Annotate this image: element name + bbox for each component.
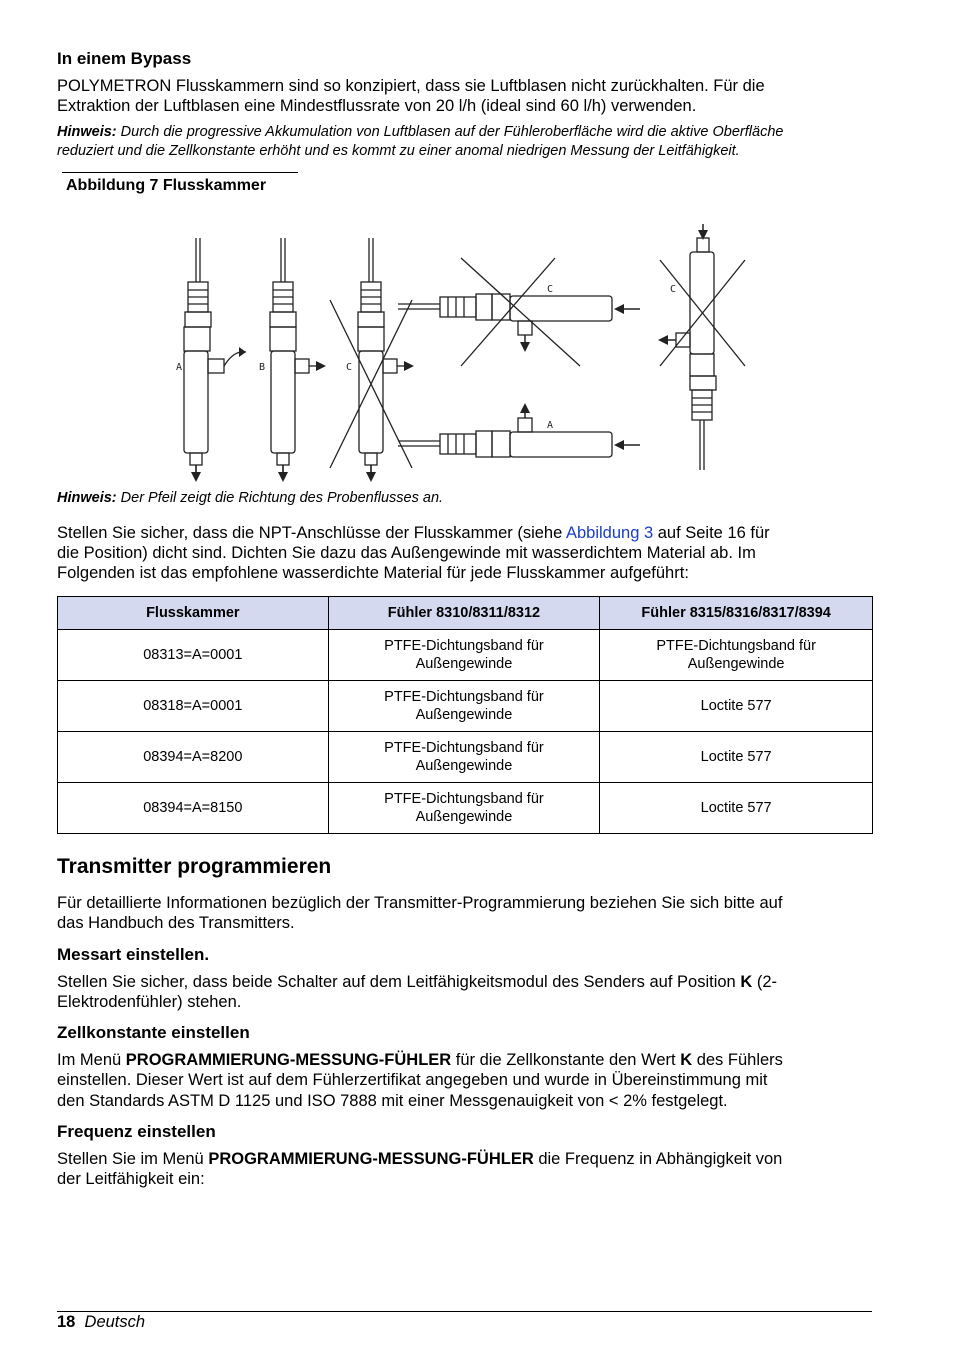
- sensor-a-vertical: [184, 238, 246, 478]
- zk-menu: PROGRAMMIERUNG-MESSUNG-FÜHLER: [125, 1051, 452, 1069]
- table-cell: Loctite 577: [600, 681, 873, 732]
- zellkonstante-line1: [57, 1050, 783, 1070]
- table-cell: Loctite 577: [600, 783, 873, 834]
- zellkonstante-line3: den Standards ASTM D 1125 und ISO 7888 mit einer Messgenauigkeit von < 2% festgelegt.: [57, 1092, 728, 1110]
- sensor-b-vertical: [270, 238, 318, 478]
- label-b: B: [259, 362, 266, 373]
- fq-menu: PROGRAMMIERUNG-MESSUNG-FÜHLER: [208, 1150, 534, 1168]
- messart-line2: Elektrodenfühler) stehen.: [57, 993, 242, 1011]
- bypass-text-line1: POLYMETRON Flusskammern sind so konzipiert, dass sie Luftblasen nicht zurückhalten. Für die: [57, 77, 765, 95]
- section-heading-bypass: In einem Bypass: [57, 49, 192, 68]
- frequenz-line1: [57, 1149, 782, 1169]
- bypass-text-line2: Extraktion der Luftblasen eine Mindestflussrate von 20 l/h (ideal sind 60 l/h) verwenden.: [57, 97, 697, 115]
- zellkonstante-line2: einstellen. Dieser Wert ist auf dem Fühlerzertifikat angegeben und wurde in Übereinstimmung mit: [57, 1071, 768, 1089]
- npt-line1: [57, 523, 770, 543]
- npt-line1-pre: Stellen Sie sicher, dass die NPT-Anschlüsse der Flusskammer (siehe: [57, 524, 566, 542]
- table-row: [58, 630, 873, 681]
- table-cell: PTFE-Dichtungsband für Außengewinde: [328, 630, 600, 681]
- transmitter-line2: das Handbuch des Transmitters.: [57, 914, 295, 932]
- table-cell: PTFE-Dichtungsband für Außengewinde: [328, 732, 600, 783]
- table-cell: PTFE-Dichtungsband für Außengewinde: [328, 783, 600, 834]
- table-header-row: [58, 597, 873, 630]
- table-cell: 08394=A=8200: [58, 732, 329, 783]
- table-cell: Loctite 577: [600, 732, 873, 783]
- table-cell: 08318=A=0001: [58, 681, 329, 732]
- fq-pre: Stellen Sie im Menü: [57, 1150, 209, 1168]
- messart-k: K: [740, 973, 753, 991]
- messart-line1-pre: Stellen Sie sicher, dass beide Schalter auf dem Leitfähigkeitsmodul des Senders auf Position: [57, 973, 741, 991]
- npt-line3: Folgenden ist das empfohlene wasserdichte Material für jede Flusskammer aufgeführt:: [57, 564, 689, 582]
- page-number: 18: [57, 1313, 76, 1331]
- figure-note: [57, 489, 443, 508]
- figure-caption: Abbildung 7 Flusskammer: [66, 177, 267, 194]
- zk-mid: für die Zellkonstante den Wert: [451, 1051, 681, 1069]
- bypass-note-line2: reduziert und die Zellkonstante erhöht und es kommt zu einer anomal niedrigen Messung der Leitfähigkeit.: [57, 143, 740, 159]
- zk-pre: Im Menü: [57, 1051, 126, 1069]
- npt-line2: die Position) dicht sind. Dichten Sie dazu das Außengewinde mit wasserdichtem Material ab. Im: [57, 544, 756, 562]
- table-row: [58, 681, 873, 732]
- sensor-a-horizontal: [398, 418, 612, 457]
- footer: [57, 1313, 145, 1332]
- table-cell: PTFE-Dichtungsband für Außengewinde: [600, 630, 873, 681]
- messart-line1: [57, 972, 777, 992]
- bypass-note-line1: [57, 123, 783, 142]
- flow-chamber-figure: [170, 222, 760, 490]
- table-row: [58, 783, 873, 834]
- table-header: Fühler 8310/8311/8312: [328, 597, 600, 630]
- sensor-c-horizontal-crossed: [398, 258, 612, 366]
- figure-note-text: Der Pfeil zeigt die Richtung des Probenflusses an.: [120, 490, 444, 506]
- figure-note-label: Hinweis:: [57, 490, 117, 506]
- sensor-c-inverted-crossed: [660, 238, 745, 470]
- sealant-table: [57, 596, 873, 834]
- zk-k: K: [680, 1051, 693, 1069]
- zk-post: des Fühlers: [692, 1051, 783, 1069]
- footer-rule: [57, 1311, 872, 1312]
- table-row: [58, 732, 873, 783]
- label-c-2: C: [547, 284, 554, 295]
- section-heading-frequenz: Frequenz einstellen: [57, 1122, 216, 1141]
- sensor-c-vertical-crossed: [330, 238, 412, 478]
- figure-caption-rule: [62, 172, 298, 173]
- footer-language: Deutsch: [84, 1313, 146, 1331]
- label-a-2: A: [547, 420, 554, 431]
- transmitter-line1: Für detaillierte Informationen bezüglich der Transmitter-Programmierung beziehen Sie sich bitte auf: [57, 894, 783, 912]
- label-a-1: A: [176, 362, 183, 373]
- label-c-3: C: [670, 284, 677, 295]
- table-cell: PTFE-Dichtungsband für Außengewinde: [328, 681, 600, 732]
- figure-3-link[interactable]: Abbildung 3: [565, 524, 654, 542]
- table-header: Fühler 8315/8316/8317/8394: [600, 597, 873, 630]
- table-header: Flusskammer: [58, 597, 329, 630]
- note-label: Hinweis:: [57, 124, 117, 140]
- section-heading-messart: Messart einstellen.: [57, 945, 210, 964]
- table-cell: 08313=A=0001: [58, 630, 329, 681]
- section-heading-zellkonstante: Zellkonstante einstellen: [57, 1023, 250, 1042]
- note-text: Durch die progressive Akkumulation von Luftblasen auf der Fühleroberfläche wird die aktive Oberfläche: [120, 124, 784, 140]
- npt-line1-post: auf Seite 16 für: [653, 524, 770, 542]
- fq-post: die Frequenz in Abhängigkeit von: [533, 1150, 783, 1168]
- table-cell: 08394=A=8150: [58, 783, 329, 834]
- messart-line1-post: (2-: [752, 973, 777, 991]
- label-c-1: C: [346, 362, 353, 373]
- section-heading-transmitter: Transmitter programmieren: [57, 855, 332, 878]
- frequenz-line2: der Leitfähigkeit ein:: [57, 1170, 205, 1188]
